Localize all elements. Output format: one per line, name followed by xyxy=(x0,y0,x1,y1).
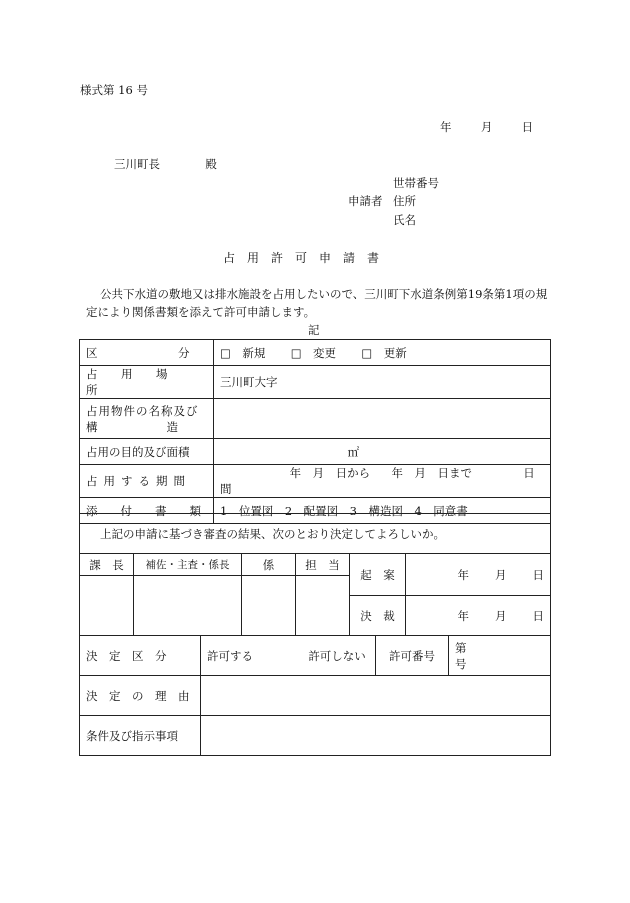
kubun-label: 区 分 xyxy=(80,340,214,366)
option-renew[interactable]: □ 更新 xyxy=(361,345,407,360)
kessai-date[interactable]: 年 月 日 xyxy=(406,596,551,636)
attach-value: 1 位置図 2 配置図 3 構造図 4 同意書 xyxy=(214,498,551,524)
permit-no-value[interactable]: 第号 xyxy=(449,636,551,676)
permit-no-label: 許可番号 xyxy=(376,636,449,676)
kian-date[interactable]: 年 月 日 xyxy=(406,554,551,596)
permit-option[interactable]: 許可する xyxy=(207,648,253,663)
reason-label: 決 定 の 理 由 xyxy=(80,676,201,716)
document-title: 占 用 許 可 申 請 書 xyxy=(223,251,380,265)
object-value[interactable] xyxy=(214,399,551,439)
purpose-value[interactable] xyxy=(214,439,551,465)
object-label-line1: 占用物件の名称及び xyxy=(86,403,199,418)
body-text-line1: 公共下水道の敷地又は排水施設を占用したいので、三川町下水道条例第19条第1項の規 xyxy=(100,287,548,301)
household-number-label: 世帯番号 xyxy=(393,176,439,190)
body-text-line2: 定により関係書類を添えて許可申請します。 xyxy=(86,305,316,319)
period-days: 日間 xyxy=(220,466,535,496)
addressee-honorific: 殿 xyxy=(205,157,217,171)
conditions-value[interactable] xyxy=(201,716,551,756)
header-hosa: 補佐・主査・係長 xyxy=(134,554,242,576)
header-tanto: 担 当 xyxy=(296,554,350,576)
stamp-kakari[interactable] xyxy=(242,576,296,636)
place-value[interactable]: 三川町大字 xyxy=(214,366,551,399)
stamp-tanto[interactable] xyxy=(296,576,350,636)
applicant-label: 申請者 xyxy=(348,194,383,208)
attach-label: 添 付 書 類 xyxy=(80,498,214,524)
decision-options xyxy=(201,636,376,676)
addressee xyxy=(114,156,217,172)
object-label-line2: 構 造 xyxy=(86,419,178,434)
date-year: 年 xyxy=(440,120,452,134)
option-new[interactable]: □ 新規 xyxy=(220,345,266,360)
decision-intro-box xyxy=(79,513,551,553)
area-unit: ㎡ xyxy=(347,444,360,459)
purpose-label: 占用の目的及び面積 xyxy=(80,439,214,465)
object-label xyxy=(80,399,214,439)
date-day: 日 xyxy=(521,120,534,134)
approval-table xyxy=(79,553,551,636)
kubun-options xyxy=(214,340,551,366)
stamp-kacho[interactable] xyxy=(80,576,134,636)
kian-label: 起 案 xyxy=(350,554,406,596)
decision-table xyxy=(79,635,551,756)
conditions-label: 条件及び指示事項 xyxy=(80,716,201,756)
stamp-hosa[interactable] xyxy=(134,576,242,636)
option-change[interactable]: □ 変更 xyxy=(290,345,337,360)
period-to: 年 月 日まで xyxy=(391,466,472,480)
header-kacho: 課 長 xyxy=(80,554,134,576)
period-from: 年 月 日から xyxy=(289,466,371,480)
period-label: 占用する期間 xyxy=(80,465,214,498)
place-label: 占 用 場 所 xyxy=(80,366,214,399)
kessai-label: 決 裁 xyxy=(350,596,406,636)
ki-label: 記 xyxy=(308,323,320,337)
application-table xyxy=(79,339,551,524)
decision-label: 決 定 区 分 xyxy=(80,636,201,676)
decision-intro: 上記の申請に基づき審査の結果、次のとおり決定してよろしいか。 xyxy=(100,527,445,541)
reason-value[interactable] xyxy=(201,676,551,716)
addressee-name: 三川町長 xyxy=(114,157,160,171)
address-label: 住所 xyxy=(393,194,416,208)
form-number: 様式第 16 号 xyxy=(80,83,148,97)
date-line xyxy=(440,119,533,135)
header-kakari: 係 xyxy=(242,554,296,576)
date-month: 月 xyxy=(480,120,493,134)
period-value[interactable] xyxy=(214,465,551,498)
not-permit-option[interactable]: 許可しない xyxy=(308,648,366,663)
name-label: 氏名 xyxy=(393,213,416,227)
